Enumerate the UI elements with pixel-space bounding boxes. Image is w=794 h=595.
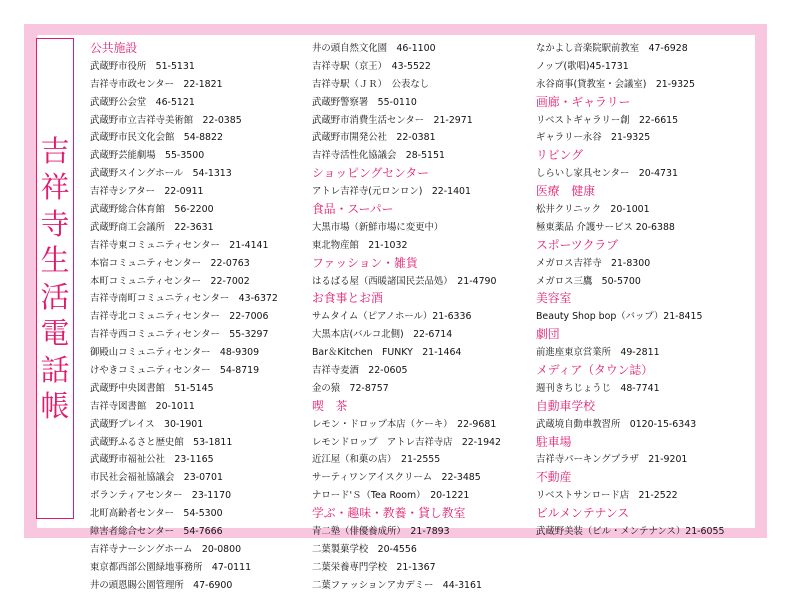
directory-entry: 吉祥寺駅（京王） 43-5522 bbox=[312, 60, 431, 72]
directory-entry: なかよし音楽院駅前教室 47-6928 bbox=[536, 43, 688, 54]
category-heading: メディア（タウン誌） bbox=[536, 363, 654, 378]
title-char: 話 bbox=[40, 352, 70, 387]
directory-entry: 吉祥寺パーキングプラザ 21-9201 bbox=[536, 454, 688, 466]
directory-entry: Beauty Shop bop（バップ）21-8415 bbox=[536, 311, 703, 323]
directory-entry: 本宿コミュニティセンター 22-0763 bbox=[90, 257, 250, 269]
directory-entry: 武蔵野市福祉公社 23-1165 bbox=[90, 454, 214, 466]
directory-column-2 bbox=[312, 40, 527, 595]
directory-entry: ナロード'Ｓ（Tea Room） 20-1221 bbox=[312, 490, 470, 502]
category-heading: ショッピングセンター bbox=[312, 166, 430, 181]
directory-entry: 二葉製菓学校 20-4556 bbox=[312, 543, 417, 555]
category-heading: スポーツクラブ bbox=[536, 237, 618, 252]
directory-entry: レモン・ドロップ本店（ケーキ） 22-9681 bbox=[312, 418, 497, 430]
category-heading: 不動産 bbox=[536, 470, 572, 485]
directory-entry: はるばる屋（西暖諸国民芸品処） 21-4790 bbox=[312, 275, 497, 287]
directory-entry: 東北物産館 21-1032 bbox=[312, 239, 408, 251]
title-box bbox=[36, 38, 74, 519]
directory-entry: 武蔵野市役所 51-5131 bbox=[90, 60, 195, 72]
directory-entry: ボランティアセンター 23-1170 bbox=[90, 490, 232, 502]
directory-entry: 極東薬品 介護サービス 20-6388 bbox=[536, 221, 675, 233]
category-heading: お食事とお酒 bbox=[312, 291, 383, 306]
title-char: 電 bbox=[40, 316, 70, 350]
directory-entry: 武蔵野市開発公社 22-0381 bbox=[312, 132, 436, 144]
category-heading: ビルメンテナンス bbox=[536, 506, 630, 521]
directory-entry: 武蔵野プレイス 30-1901 bbox=[90, 418, 204, 430]
directory-entry: 前進座東京営業所 49-2811 bbox=[536, 347, 660, 359]
directory-entry: 吉祥寺麦酒 22-0605 bbox=[312, 365, 408, 377]
directory-entry: 吉祥寺北コミュニティセンター 22-7006 bbox=[90, 311, 269, 323]
directory-entry: Bar＆Kitchen FUNKY 21-1464 bbox=[312, 347, 462, 359]
directory-entry: アトレ吉祥寺(元ロンロン) 22-1401 bbox=[312, 186, 471, 198]
directory-entry: サムタイム（ピアノホール）21-6336 bbox=[312, 311, 472, 323]
directory-entry: レモンドロップ アトレ吉祥寺店 22-1942 bbox=[312, 436, 501, 448]
directory-entry: メガロス吉祥寺 21-8300 bbox=[536, 257, 651, 269]
directory-entry: 吉祥寺市政センター 22-1821 bbox=[90, 78, 223, 90]
category-heading: 劇団 bbox=[536, 327, 560, 342]
directory-entry: 大黒市場（新鮮市場に変更中） bbox=[312, 221, 444, 233]
directory-entry: 武蔵野公会堂 46-5121 bbox=[90, 96, 195, 108]
category-heading: 自動車学校 bbox=[536, 398, 595, 413]
directory-entry: 吉祥寺図書館 20-1011 bbox=[90, 400, 195, 412]
directory-entry: 市民社会福祉協議会 23-0701 bbox=[90, 472, 223, 484]
directory-entry: 吉祥寺南町コミュニティセンター 43-6372 bbox=[90, 293, 278, 305]
directory-entry: 青二塾（俳優養成所） 21-7893 bbox=[312, 526, 450, 538]
title-char: 祥 bbox=[40, 170, 70, 204]
directory-column-3 bbox=[536, 40, 761, 541]
directory-entry: 武蔵野商工会議所 22-3631 bbox=[90, 221, 214, 233]
directory-entry: 東京都西部公園緑地事務所 47-0111 bbox=[90, 561, 252, 573]
directory-entry: 武蔵野ふるさと歴史館 53-1811 bbox=[90, 436, 233, 448]
category-heading: 公共施設 bbox=[90, 41, 138, 55]
directory-entry: けやきコミュニティセンター 54-8719 bbox=[90, 365, 260, 377]
directory-entry: 松井クリニック 20-1001 bbox=[536, 204, 650, 216]
directory-entry: 吉祥寺駅（ＪＲ） 公表なし bbox=[312, 78, 430, 90]
category-heading: 美容室 bbox=[536, 291, 572, 306]
title-char: 生 bbox=[40, 243, 70, 277]
directory-entry: 週刊きちじょうじ 48-7741 bbox=[536, 382, 660, 394]
directory-entry: 武蔵野市立吉祥寺美術館 22-0385 bbox=[90, 114, 242, 126]
directory-entry: サーティワンアイスクリーム 22-3485 bbox=[312, 472, 481, 484]
directory-entry: 吉祥寺東コミュニティセンター 21-4141 bbox=[90, 239, 269, 251]
directory-entry: 本町コミュニティセンター 22-7002 bbox=[90, 275, 250, 287]
category-heading: 駐車場 bbox=[536, 434, 572, 449]
directory-entry: 御殿山コミュニティセンター 48-9309 bbox=[90, 347, 260, 359]
title-char: 活 bbox=[40, 279, 70, 314]
category-heading: リビング bbox=[536, 148, 583, 163]
title-char: 帳 bbox=[40, 389, 70, 423]
directory-entry: 武蔵野市民文化会館 54-8822 bbox=[90, 132, 223, 144]
title-char: 寺 bbox=[40, 206, 70, 241]
directory-entry: 武蔵野警察署 55-0110 bbox=[312, 96, 417, 108]
directory-entry: 武蔵野美装（ビル・メンテナンス）21-6055 bbox=[536, 526, 725, 538]
directory-entry: 二葉栄養専門学校 21-1367 bbox=[312, 561, 436, 573]
directory-entry: リベストギャラリー創 22-6615 bbox=[536, 114, 679, 126]
directory-entry: しらいし家具センター 20-4731 bbox=[536, 168, 678, 180]
directory-entry: 井の頭自然文化園 46-1100 bbox=[312, 43, 436, 54]
directory-entry: 近江屋（和菓の店） 21-2555 bbox=[312, 454, 441, 466]
directory-entry: 武蔵野市消費生活センター 21-2971 bbox=[312, 114, 473, 126]
directory-entry: ノップ(歌唱)45-1731 bbox=[536, 60, 629, 72]
directory-entry: 武蔵野中央図書館 51-5145 bbox=[90, 382, 214, 394]
directory-entry: 障害者総合センター 54-7666 bbox=[90, 526, 223, 538]
directory-entry: 吉祥寺ナーシングホーム 20-0800 bbox=[90, 543, 242, 555]
title-char: 吉 bbox=[40, 133, 70, 168]
directory-entry: 大黒本店(バルコ北側) 22-6714 bbox=[312, 329, 453, 341]
category-heading: ファッション・雑貨 bbox=[312, 255, 418, 270]
directory-entry: メガロス三鷹 50-5700 bbox=[536, 275, 641, 287]
category-heading: 画廊・ギャラリー bbox=[536, 94, 631, 109]
directory-entry: 武蔵野芸能劇場 55-3500 bbox=[90, 150, 205, 162]
directory-entry: 金の猿 72-8757 bbox=[312, 382, 389, 394]
category-heading: 喫 茶 bbox=[312, 398, 348, 413]
category-heading: 医療 健康 bbox=[536, 184, 595, 199]
category-heading: 食品・スーパー bbox=[312, 202, 394, 217]
directory-entry: 吉祥寺西コミュニティセンター 55-3297 bbox=[90, 329, 269, 341]
directory-entry: 武蔵境自動車教習所 0120-15-6343 bbox=[536, 418, 697, 430]
directory-entry: 井の頭恩賜公園管理所 47-6900 bbox=[90, 579, 233, 591]
directory-entry: 北町高齢者センター 54-5300 bbox=[90, 508, 223, 520]
directory-entry: 二葉ファッションアカデミー 44-3161 bbox=[312, 579, 482, 591]
directory-entry: 永谷商事(貸教室・会議室) 21-9325 bbox=[536, 78, 695, 90]
category-heading: 学ぶ・趣味・教養・貸し教室 bbox=[312, 506, 466, 521]
directory-entry: ギャラリー永谷 21-9325 bbox=[536, 132, 651, 144]
directory-column-1 bbox=[90, 40, 305, 595]
directory-entry: 武蔵野総合体育館 56-2200 bbox=[90, 204, 214, 216]
directory-entry: 吉祥寺活性化協議会 28-5151 bbox=[312, 150, 445, 162]
directory-entry: リベストサンロード店 21-2522 bbox=[536, 490, 678, 502]
directory-entry: 武蔵野スイングホール 54-1313 bbox=[90, 168, 232, 180]
directory-entry: 吉祥寺シアター 22-0911 bbox=[90, 186, 204, 198]
